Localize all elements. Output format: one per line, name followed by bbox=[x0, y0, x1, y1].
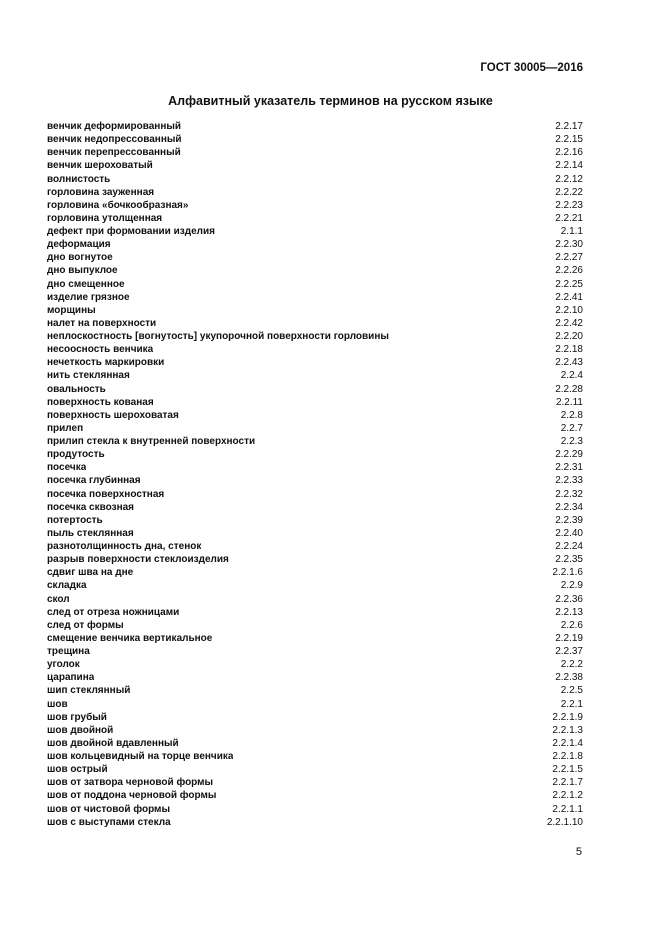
index-term: шов от чистовой формы bbox=[47, 803, 170, 815]
index-section-ref: 2.2.41 bbox=[555, 291, 583, 303]
index-entry bbox=[47, 803, 583, 816]
index-entry bbox=[47, 488, 583, 501]
index-term: деформация bbox=[47, 239, 111, 251]
index-entry bbox=[47, 579, 583, 592]
index-section-ref: 2.2.1.5 bbox=[552, 764, 583, 776]
index-section-ref: 2.2.36 bbox=[555, 593, 583, 605]
index-entry bbox=[47, 461, 583, 474]
index-entry bbox=[47, 356, 583, 369]
index-section-ref: 2.2.1.7 bbox=[552, 777, 583, 789]
index-term: шип стеклянный bbox=[47, 685, 131, 697]
index-entry bbox=[47, 724, 583, 737]
index-term: посечка сквозная bbox=[47, 501, 135, 513]
index-term: пыль стеклянная bbox=[47, 527, 134, 539]
index-term: несоосность венчика bbox=[47, 344, 154, 356]
index-term: посечка bbox=[47, 462, 87, 474]
index-entry bbox=[47, 501, 583, 514]
index-term: венчик недопрессованный bbox=[47, 134, 182, 146]
document-code: ГОСТ 30005—2016 bbox=[480, 62, 583, 74]
index-entry bbox=[47, 553, 583, 566]
index-term: нечеткость маркировки bbox=[47, 357, 165, 369]
index-entry bbox=[47, 566, 583, 579]
index-term: венчик деформированный bbox=[47, 121, 182, 132]
index-entry bbox=[47, 698, 583, 711]
index-entry bbox=[47, 606, 583, 619]
index-entry bbox=[47, 264, 583, 277]
index-section-ref: 2.2.38 bbox=[555, 672, 583, 684]
index-entry bbox=[47, 212, 583, 225]
index-entry bbox=[47, 763, 583, 776]
index-section-ref: 2.2.37 bbox=[555, 646, 583, 657]
index-entry bbox=[47, 238, 583, 251]
index-term: морщины bbox=[47, 304, 96, 316]
index-entry bbox=[47, 435, 583, 448]
index-term: венчик перепрессованный bbox=[47, 147, 181, 159]
index-term: царапина bbox=[47, 672, 95, 684]
index-entry bbox=[47, 251, 583, 264]
index-entry bbox=[47, 540, 583, 553]
index-entry bbox=[47, 317, 583, 330]
index-section-ref: 2.2.27 bbox=[555, 252, 583, 264]
index-section-ref: 2.2.19 bbox=[555, 632, 583, 644]
index-term: шов острый bbox=[47, 764, 108, 776]
index-entry bbox=[47, 409, 583, 422]
index-section-ref: 2.2.4 bbox=[560, 370, 583, 382]
index-section-ref: 2.2.14 bbox=[555, 160, 583, 172]
index-term: волнистость bbox=[47, 173, 111, 185]
index-section-ref: 2.2.33 bbox=[555, 475, 583, 487]
index-entry bbox=[47, 737, 583, 750]
index-entry bbox=[47, 776, 583, 789]
index-section-ref: 2.2.34 bbox=[555, 501, 583, 513]
index-entry bbox=[47, 593, 583, 606]
index-entry bbox=[47, 278, 583, 291]
index-section-ref: 2.2.1.3 bbox=[552, 724, 583, 736]
index-section-ref: 2.2.17 bbox=[555, 121, 583, 132]
index-term: разрыв поверхности стеклоизделия bbox=[47, 554, 229, 566]
index-section-ref: 2.2.21 bbox=[555, 212, 583, 224]
page-number: 5 bbox=[575, 846, 582, 858]
index-section-ref: 2.2.8 bbox=[560, 409, 583, 421]
index-entry bbox=[47, 684, 583, 697]
index-term: прилип стекла к внутренней поверхности bbox=[47, 436, 256, 447]
index-entry bbox=[47, 514, 583, 527]
index-section-ref: 2.2.1.10 bbox=[546, 816, 583, 828]
index-section-ref: 2.2.1.1 bbox=[552, 803, 583, 815]
index-term: уголок bbox=[47, 659, 80, 671]
index-term: неплоскостность [вогнутость] укупорочной поверхности горловины bbox=[47, 331, 389, 342]
index-term: посечка глубинная bbox=[47, 475, 141, 487]
index-term: дно выпуклое bbox=[47, 265, 118, 277]
index-section-ref: 2.2.20 bbox=[555, 331, 583, 342]
index-section-ref: 2.2.12 bbox=[555, 173, 583, 185]
index-section-ref: 2.2.1.2 bbox=[552, 790, 583, 802]
index-term: нить стеклянная bbox=[47, 370, 130, 382]
index-section-ref: 2.2.10 bbox=[555, 304, 583, 316]
index-entry bbox=[47, 632, 583, 645]
index-section-ref: 2.2.15 bbox=[555, 134, 583, 146]
index-entry bbox=[47, 146, 583, 159]
index-section-ref: 2.2.43 bbox=[555, 357, 583, 369]
index-term: венчик шероховатый bbox=[47, 160, 153, 172]
index-entry bbox=[47, 383, 583, 396]
index-term: потертость bbox=[47, 514, 103, 526]
index-term: шов кольцевидный на торце венчика bbox=[47, 751, 234, 762]
index-entry bbox=[47, 619, 583, 632]
index-section-ref: 2.2.1 bbox=[560, 698, 583, 710]
index-term: скол bbox=[47, 593, 70, 605]
index-section-ref: 2.2.6 bbox=[560, 619, 583, 631]
index-section-ref: 2.2.25 bbox=[555, 278, 583, 290]
index-entry bbox=[47, 343, 583, 356]
index-entry bbox=[47, 120, 583, 133]
index-section-ref: 2.2.1.4 bbox=[552, 737, 583, 749]
index-entry bbox=[47, 330, 583, 343]
index-section-ref: 2.2.3 bbox=[560, 436, 583, 447]
index-section-ref: 2.2.39 bbox=[555, 514, 583, 526]
index-section-ref: 2.2.1.9 bbox=[552, 711, 583, 723]
index-section-ref: 2.2.29 bbox=[555, 449, 583, 461]
index-term: трещина bbox=[47, 646, 90, 657]
index-section-ref: 2.2.31 bbox=[555, 462, 583, 474]
index-entry bbox=[47, 186, 583, 199]
index-term: прилеп bbox=[47, 422, 84, 434]
index-term: дно вогнутое bbox=[47, 252, 113, 264]
index-term: горловина зауженная bbox=[47, 186, 155, 198]
index-section-ref: 2.2.1.6 bbox=[552, 567, 583, 579]
index-section-ref: 2.2.28 bbox=[555, 383, 583, 395]
index-entry bbox=[47, 671, 583, 684]
index-term: след от формы bbox=[47, 619, 124, 631]
index-section-ref: 2.2.26 bbox=[555, 265, 583, 277]
index-term: сдвиг шва на дне bbox=[47, 567, 134, 579]
index-entry bbox=[47, 711, 583, 724]
index-section-ref: 2.2.40 bbox=[555, 527, 583, 539]
index-entry bbox=[47, 474, 583, 487]
index-section-ref: 2.2.2 bbox=[560, 659, 583, 671]
index-section-ref: 2.2.24 bbox=[555, 541, 583, 552]
index-entry bbox=[47, 658, 583, 671]
index-entry bbox=[47, 225, 583, 238]
index-term: шов bbox=[47, 698, 68, 710]
index-term: продутость bbox=[47, 449, 105, 461]
index-entry bbox=[47, 199, 583, 212]
index-entry bbox=[47, 645, 583, 658]
index-term: дефект при формовании изделия bbox=[47, 226, 215, 237]
index-term: складка bbox=[47, 580, 87, 592]
index-term: посечка поверхностная bbox=[47, 488, 165, 500]
index-section-ref: 2.2.1.8 bbox=[552, 751, 583, 762]
index-entry bbox=[47, 789, 583, 802]
index-section-ref: 2.2.35 bbox=[555, 554, 583, 566]
index-term: шов от затвора черновой формы bbox=[47, 777, 214, 789]
index-term: шов двойной вдавленный bbox=[47, 737, 179, 749]
index-term: налет на поверхности bbox=[47, 317, 157, 329]
index-section-ref: 2.2.18 bbox=[555, 344, 583, 356]
index-section-ref: 2.2.13 bbox=[555, 606, 583, 618]
index-term: горловина утолщенная bbox=[47, 212, 163, 224]
index-section-ref: 2.2.30 bbox=[555, 239, 583, 251]
index-term: разнотолщинность дна, стенок bbox=[47, 541, 202, 552]
index-term: шов двойной bbox=[47, 724, 114, 736]
index-section-ref: 2.2.5 bbox=[560, 685, 583, 697]
index-term: изделие грязное bbox=[47, 291, 130, 303]
term-index-list bbox=[47, 120, 583, 829]
index-term: поверхность шероховатая bbox=[47, 409, 179, 421]
index-entry bbox=[47, 133, 583, 146]
index-section-ref: 2.2.42 bbox=[555, 317, 583, 329]
index-term: шов от поддона черновой формы bbox=[47, 790, 217, 802]
index-term: дно смещенное bbox=[47, 278, 125, 290]
index-term: горловина «бочкообразная» bbox=[47, 199, 189, 211]
index-section-ref: 2.2.9 bbox=[560, 580, 583, 592]
index-term: поверхность кованая bbox=[47, 396, 154, 408]
index-term: след от отреза ножницами bbox=[47, 606, 180, 618]
index-title: Алфавитный указатель терминов на русском языке bbox=[168, 94, 493, 108]
index-entry bbox=[47, 291, 583, 304]
index-entry bbox=[47, 422, 583, 435]
index-entry bbox=[47, 750, 583, 763]
index-entry bbox=[47, 304, 583, 317]
index-section-ref: 2.2.7 bbox=[560, 422, 583, 434]
index-entry bbox=[47, 816, 583, 829]
index-entry bbox=[47, 369, 583, 382]
index-entry bbox=[47, 396, 583, 409]
index-entry bbox=[47, 448, 583, 461]
index-term: шов грубый bbox=[47, 711, 107, 723]
index-section-ref: 2.2.16 bbox=[555, 147, 583, 159]
index-section-ref: 2.2.22 bbox=[555, 186, 583, 198]
index-section-ref: 2.1.1 bbox=[560, 226, 583, 237]
index-entry bbox=[47, 173, 583, 186]
index-section-ref: 2.2.23 bbox=[555, 199, 583, 211]
index-term: овальность bbox=[47, 383, 106, 395]
index-entry bbox=[47, 159, 583, 172]
index-term: смещение венчика вертикальное bbox=[47, 632, 213, 644]
index-section-ref: 2.2.32 bbox=[555, 488, 583, 500]
index-entry bbox=[47, 527, 583, 540]
index-term: шов с выступами стекла bbox=[47, 816, 171, 828]
index-section-ref: 2.2.11 bbox=[555, 396, 583, 408]
